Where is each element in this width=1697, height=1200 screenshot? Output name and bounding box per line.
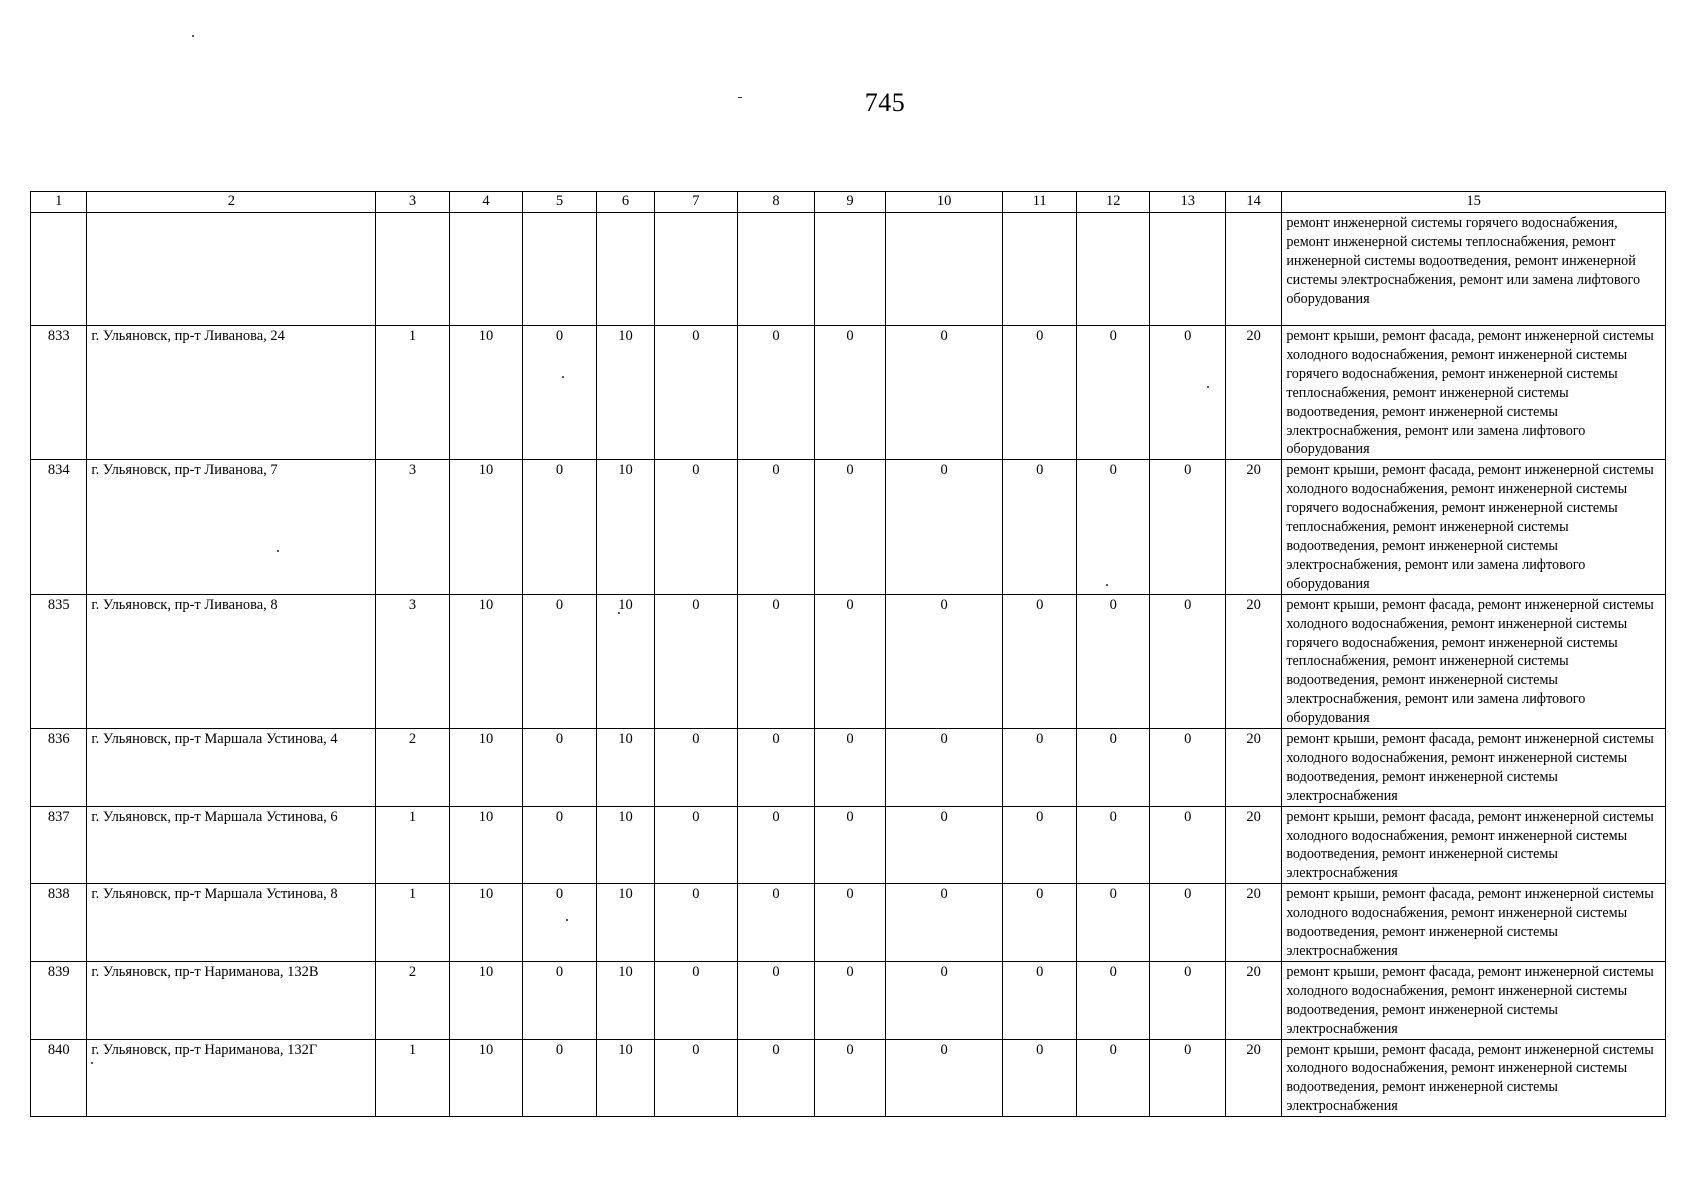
works-cell: ремонт крыши, ремонт фасада, ремонт инженерной системы холодного водоснабжения, ремонт инженерной системы горячего водоснабжения, ремонт инженерной системы теплоснабжения, ремонт инженерной системы водоотведения, ремонт инженерной системы электроснабжения, ремонт или замена лифтового оборудования [1282, 594, 1666, 728]
value-cell: 0 [885, 961, 1003, 1039]
table-cell [376, 213, 449, 326]
value-cell: 0 [655, 460, 738, 594]
value-cell: 3 [376, 594, 449, 728]
value-cell: 0 [1003, 326, 1076, 460]
value-cell: 10 [449, 806, 522, 884]
value-cell: 10 [449, 961, 522, 1039]
row-number: 833 [31, 326, 87, 460]
table-row [31, 884, 1666, 962]
value-cell: 0 [885, 729, 1003, 807]
table-cell [1003, 213, 1076, 326]
value-cell: 1 [376, 884, 449, 962]
value-cell: 0 [655, 326, 738, 460]
address-cell: г. Ульяновск, пр-т Ливанова, 8 [87, 594, 376, 728]
table-row-continuation [31, 213, 1666, 326]
value-cell: 0 [885, 1039, 1003, 1117]
value-cell: 10 [449, 1039, 522, 1117]
table-cell [655, 213, 738, 326]
value-cell: 0 [737, 806, 815, 884]
value-cell: 0 [1003, 1039, 1076, 1117]
works-cell: ремонт крыши, ремонт фасада, ремонт инженерной системы холодного водоснабжения, ремонт инженерной системы водоотведения, ремонт инженерной системы электроснабжения [1282, 806, 1666, 884]
value-cell: 0 [1076, 961, 1149, 1039]
value-cell: 0 [523, 961, 596, 1039]
value-cell: 0 [815, 594, 885, 728]
works-cell: ремонт инженерной системы горячего водоснабжения, ремонт инженерной системы теплоснабжения, ремонт инженерной системы водоотведения, ремонт инженерной системы электроснабжения, ремонт или замена лифтового оборудования [1282, 213, 1666, 326]
value-cell: 0 [523, 884, 596, 962]
value-cell: 10 [596, 884, 654, 962]
address-cell: г. Ульяновск, пр-т Ливанова, 24 [87, 326, 376, 460]
value-cell: 0 [815, 729, 885, 807]
value-cell: 0 [1076, 594, 1149, 728]
page-number: 745 [864, 88, 906, 117]
value-cell: 0 [737, 460, 815, 594]
value-cell: 10 [449, 884, 522, 962]
value-cell: 0 [885, 884, 1003, 962]
value-cell: 0 [523, 1039, 596, 1117]
column-header: 4 [449, 192, 522, 213]
header-row [31, 192, 1666, 213]
value-cell: 0 [815, 961, 885, 1039]
column-header: 14 [1225, 192, 1281, 213]
value-cell: 0 [1150, 326, 1226, 460]
value-cell: 0 [1150, 1039, 1226, 1117]
total-cell: 20 [1225, 1039, 1281, 1117]
table-cell [31, 213, 87, 326]
value-cell: 0 [1076, 1039, 1149, 1117]
value-cell: 10 [596, 594, 654, 728]
value-cell: 0 [885, 326, 1003, 460]
total-cell: 20 [1225, 729, 1281, 807]
value-cell: 0 [523, 460, 596, 594]
table-row [31, 326, 1666, 460]
value-cell: 0 [655, 806, 738, 884]
works-cell: ремонт крыши, ремонт фасада, ремонт инженерной системы холодного водоснабжения, ремонт инженерной системы водоотведения, ремонт инженерной системы электроснабжения [1282, 729, 1666, 807]
value-cell: 1 [376, 1039, 449, 1117]
total-cell: 20 [1225, 961, 1281, 1039]
column-header: 7 [655, 192, 738, 213]
value-cell: 0 [655, 729, 738, 807]
table-cell [596, 213, 654, 326]
value-cell: 0 [1150, 806, 1226, 884]
row-number: 838 [31, 884, 87, 962]
table-cell [885, 213, 1003, 326]
scan-speck [738, 97, 742, 98]
works-cell: ремонт крыши, ремонт фасада, ремонт инженерной системы холодного водоснабжения, ремонт инженерной системы горячего водоснабжения, ремонт инженерной системы теплоснабжения, ремонт инженерной системы водоотведения, ремонт инженерной системы электроснабжения, ремонт или замена лифтового оборудования [1282, 460, 1666, 594]
row-number: 834 [31, 460, 87, 594]
value-cell: 1 [376, 806, 449, 884]
value-cell: 0 [1076, 884, 1149, 962]
row-number: 839 [31, 961, 87, 1039]
address-cell: г. Ульяновск, пр-т Ливанова, 7 [87, 460, 376, 594]
value-cell: 0 [523, 326, 596, 460]
value-cell: 0 [737, 594, 815, 728]
row-number: 835 [31, 594, 87, 728]
value-cell: 0 [1076, 326, 1149, 460]
column-header: 9 [815, 192, 885, 213]
column-header: 5 [523, 192, 596, 213]
value-cell: 10 [449, 460, 522, 594]
value-cell: 10 [449, 326, 522, 460]
value-cell: 0 [737, 884, 815, 962]
table-cell [449, 213, 522, 326]
row-number: 840 [31, 1039, 87, 1117]
value-cell: 10 [596, 806, 654, 884]
value-cell: 0 [1003, 884, 1076, 962]
address-cell: г. Ульяновск, пр-т Маршала Устинова, 8 [87, 884, 376, 962]
value-cell: 0 [523, 806, 596, 884]
address-cell: г. Ульяновск, пр-т Нариманова, 132В [87, 961, 376, 1039]
value-cell: 0 [1150, 594, 1226, 728]
works-cell: ремонт крыши, ремонт фасада, ремонт инженерной системы холодного водоснабжения, ремонт инженерной системы горячего водоснабжения, ремонт инженерной системы теплоснабжения, ремонт инженерной системы водоотведения, ремонт инженерной системы электроснабжения, ремонт или замена лифтового оборудования [1282, 326, 1666, 460]
value-cell: 0 [655, 594, 738, 728]
table-cell [737, 213, 815, 326]
value-cell: 0 [1150, 961, 1226, 1039]
works-cell: ремонт крыши, ремонт фасада, ремонт инженерной системы холодного водоснабжения, ремонт инженерной системы водоотведения, ремонт инженерной системы электроснабжения [1282, 884, 1666, 962]
value-cell: 0 [885, 460, 1003, 594]
row-number: 836 [31, 729, 87, 807]
value-cell: 0 [1076, 460, 1149, 594]
column-header: 10 [885, 192, 1003, 213]
value-cell: 10 [596, 460, 654, 594]
address-cell: г. Ульяновск, пр-т Маршала Устинова, 4 [87, 729, 376, 807]
value-cell: 0 [737, 729, 815, 807]
column-header: 3 [376, 192, 449, 213]
total-cell: 20 [1225, 460, 1281, 594]
value-cell: 2 [376, 729, 449, 807]
table-row [31, 961, 1666, 1039]
value-cell: 10 [596, 729, 654, 807]
value-cell: 0 [1076, 806, 1149, 884]
column-header: 12 [1076, 192, 1149, 213]
value-cell: 0 [1150, 884, 1226, 962]
table-cell [523, 213, 596, 326]
value-cell: 0 [815, 884, 885, 962]
value-cell: 0 [1003, 729, 1076, 807]
table-row [31, 729, 1666, 807]
value-cell: 0 [885, 594, 1003, 728]
row-number: 837 [31, 806, 87, 884]
total-cell: 20 [1225, 326, 1281, 460]
value-cell: 0 [1150, 460, 1226, 594]
value-cell: 0 [737, 326, 815, 460]
total-cell: 20 [1225, 594, 1281, 728]
column-header: 1 [31, 192, 87, 213]
value-cell: 10 [449, 729, 522, 807]
value-cell: 2 [376, 961, 449, 1039]
value-cell: 0 [1076, 729, 1149, 807]
value-cell: 0 [523, 729, 596, 807]
value-cell: 10 [596, 1039, 654, 1117]
table-row [31, 594, 1666, 728]
works-cell: ремонт крыши, ремонт фасада, ремонт инженерной системы холодного водоснабжения, ремонт инженерной системы водоотведения, ремонт инженерной системы электроснабжения [1282, 1039, 1666, 1117]
value-cell: 0 [815, 460, 885, 594]
value-cell: 0 [885, 806, 1003, 884]
table-row [31, 806, 1666, 884]
value-cell: 10 [596, 326, 654, 460]
value-cell: 10 [449, 594, 522, 728]
column-header: 6 [596, 192, 654, 213]
column-header: 15 [1282, 192, 1666, 213]
value-cell: 0 [1003, 594, 1076, 728]
value-cell: 0 [737, 961, 815, 1039]
value-cell: 0 [1150, 729, 1226, 807]
value-cell: 0 [815, 1039, 885, 1117]
table-cell [87, 213, 376, 326]
column-header: 13 [1150, 192, 1226, 213]
total-cell: 20 [1225, 884, 1281, 962]
value-cell: 0 [523, 594, 596, 728]
value-cell: 0 [815, 806, 885, 884]
value-cell: 1 [376, 326, 449, 460]
value-cell: 0 [655, 1039, 738, 1117]
value-cell: 0 [1003, 460, 1076, 594]
table-row [31, 460, 1666, 594]
value-cell: 10 [596, 961, 654, 1039]
works-cell: ремонт крыши, ремонт фасада, ремонт инженерной системы холодного водоснабжения, ремонт инженерной системы водоотведения, ремонт инженерной системы электроснабжения [1282, 961, 1666, 1039]
table-row [31, 1039, 1666, 1117]
table-cell [1150, 213, 1226, 326]
value-cell: 0 [655, 884, 738, 962]
value-cell: 0 [1003, 961, 1076, 1039]
value-cell: 3 [376, 460, 449, 594]
total-cell: 20 [1225, 806, 1281, 884]
repair-table [30, 191, 1666, 1117]
value-cell: 0 [737, 1039, 815, 1117]
column-header: 2 [87, 192, 376, 213]
value-cell: 0 [815, 326, 885, 460]
column-header: 8 [737, 192, 815, 213]
value-cell: 0 [655, 961, 738, 1039]
scan-speck [192, 35, 194, 37]
table-cell [1076, 213, 1149, 326]
value-cell: 0 [1003, 806, 1076, 884]
address-cell: г. Ульяновск, пр-т Нариманова, 132Г [87, 1039, 376, 1117]
column-header: 11 [1003, 192, 1076, 213]
table-cell [815, 213, 885, 326]
address-cell: г. Ульяновск, пр-т Маршала Устинова, 6 [87, 806, 376, 884]
table-cell [1225, 213, 1281, 326]
